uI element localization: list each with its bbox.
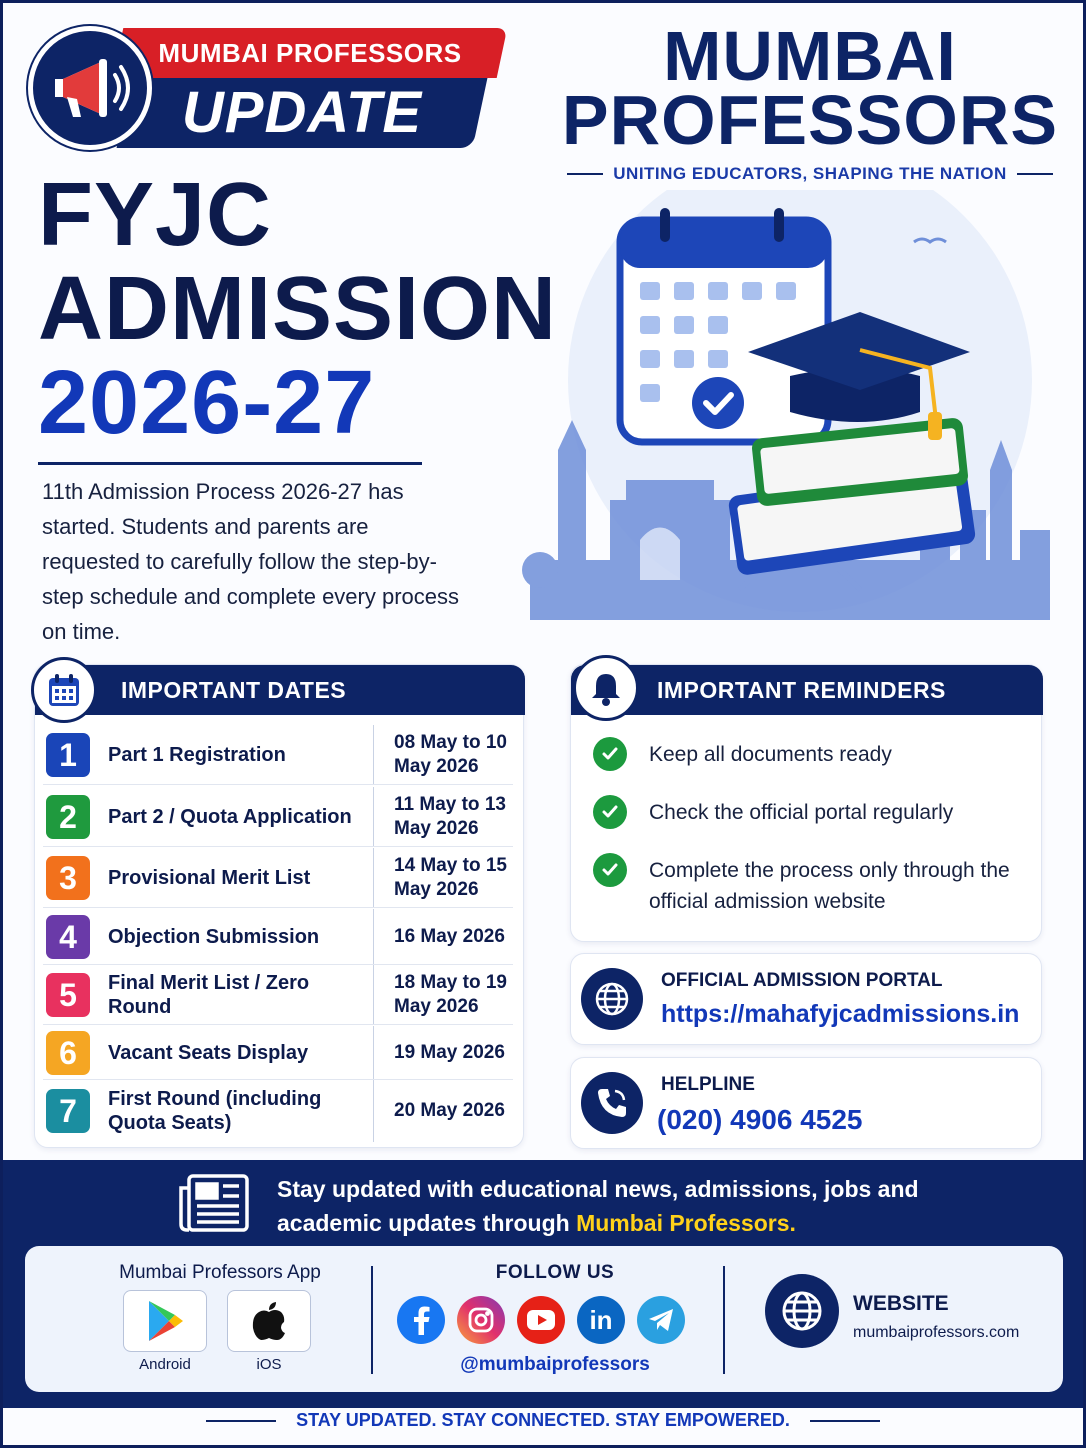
footer-divider [723, 1266, 725, 1374]
footer-card [25, 1246, 1063, 1392]
step-number-badge: 5 [46, 973, 90, 1017]
footer-tagline [0, 1410, 1086, 1431]
newspaper-icon [175, 1172, 253, 1234]
android-label: Android [139, 1356, 191, 1373]
important-reminders-panel [570, 664, 1042, 942]
facebook-icon[interactable] [397, 1296, 445, 1344]
step-label: Part 2 / Quota Application [108, 805, 352, 828]
website-title: WEBSITE [853, 1292, 949, 1315]
step-date: 14 May to 15 May 2026 [373, 848, 513, 907]
helpline-card [570, 1057, 1042, 1149]
website-globe-icon [765, 1274, 839, 1348]
google-play-button[interactable] [123, 1290, 207, 1352]
linkedin-icon[interactable]: in [577, 1296, 625, 1344]
brand-tagline-text: UNITING EDUCATORS, SHAPING THE NATION [613, 164, 1007, 183]
app-store-button[interactable] [227, 1290, 311, 1352]
brand-block [560, 17, 1060, 184]
website-url-link[interactable]: mumbaiprofessors.com [853, 1324, 1020, 1341]
date-row [43, 1026, 513, 1080]
calendar-icon [31, 657, 97, 723]
page-title [38, 165, 558, 465]
intro-text: 11th Admission Process 2026-27 has started. Students and parents are requested to carefully follow the step-by-step schedule and complete every process on time. [42, 479, 460, 644]
portal-title: OFFICIAL ADMISSION PORTAL [661, 970, 943, 991]
reminder-item [593, 739, 1023, 771]
ios-label: iOS [256, 1356, 282, 1373]
step-date: 19 May 2026 [373, 1026, 513, 1079]
step-label: First Round (including Quota Seats) [108, 1088, 322, 1134]
step-date: 11 May to 13 May 2026 [373, 787, 513, 846]
important-dates-panel [34, 664, 524, 1148]
bell-icon [573, 655, 639, 721]
portal-url-link[interactable]: https://mahafyjcadmissions.in [661, 1000, 1020, 1028]
brand-name-line2: PROFESSORS [561, 81, 1059, 159]
title-line3: 2026-27 [38, 353, 376, 453]
google-play-icon [145, 1299, 185, 1343]
step-number-badge: 3 [46, 856, 90, 900]
footer-band [3, 1160, 1083, 1408]
date-row [43, 965, 513, 1025]
step-label: Vacant Seats Display [108, 1041, 309, 1064]
badge-bottom-text: UPDATE [181, 80, 423, 145]
check-icon [593, 853, 627, 887]
step-label: Part 1 Registration [108, 743, 286, 766]
step-number-badge: 2 [46, 795, 90, 839]
reminder-text: Complete the process only through the official admission website [649, 859, 1010, 913]
calendar-graduation-illustration [500, 190, 1080, 630]
step-label: Final Merit List / Zero Round [108, 971, 310, 1018]
update-badge [28, 26, 478, 150]
reminder-item [593, 797, 1023, 829]
social-handle[interactable]: @mumbaiprofessors [460, 1354, 650, 1375]
step-date: 20 May 2026 [373, 1080, 513, 1142]
date-row [43, 848, 513, 908]
title-line1: FYJC [38, 165, 273, 265]
news-text-highlight: Mumbai Professors. [576, 1210, 796, 1236]
app-title: Mumbai Professors App [119, 1262, 321, 1283]
brand-tagline [560, 164, 1060, 184]
step-date: 18 May to 19 May 2026 [373, 965, 513, 1024]
date-row [43, 909, 513, 965]
step-label: Objection Submission [108, 925, 320, 948]
title-rule [38, 462, 422, 465]
instagram-icon[interactable] [457, 1296, 505, 1344]
helpline-phone-link[interactable]: (020) 4906 4525 [657, 1104, 863, 1135]
reminder-item [593, 855, 1023, 917]
badge-top-text: MUMBAI PROFESSORS [158, 38, 462, 68]
badge-top [113, 28, 508, 78]
follow-us-title: FOLLOW US [495, 1262, 615, 1283]
telegram-icon[interactable] [637, 1296, 685, 1344]
footer-divider [371, 1266, 373, 1374]
admission-portal-card [570, 953, 1042, 1045]
step-date: 16 May 2026 [373, 909, 513, 964]
date-row [43, 787, 513, 847]
badge-bottom [117, 78, 488, 148]
important-dates-heading: IMPORTANT DATES [35, 665, 525, 715]
step-number-badge: 1 [46, 733, 90, 777]
date-row [43, 1080, 513, 1142]
footer-tagline-text: STAY UPDATED. STAY CONNECTED. STAY EMPOWERED. [296, 1410, 790, 1430]
important-reminders-heading: IMPORTANT REMINDERS [571, 665, 1043, 715]
reminder-text: Keep all documents ready [649, 743, 892, 766]
megaphone-icon [28, 26, 152, 150]
step-label: Provisional Merit List [108, 866, 311, 889]
check-icon [593, 795, 627, 829]
news-text [277, 1172, 977, 1240]
phone-icon [581, 1072, 643, 1134]
step-number-badge: 4 [46, 915, 90, 959]
brand-name-line1: MUMBAI [663, 17, 957, 95]
step-date: 08 May to 10 May 2026 [373, 725, 513, 784]
step-number-badge: 7 [46, 1089, 90, 1133]
helpline-title: HELPLINE [661, 1074, 755, 1095]
news-text-main: Stay updated with educational news, admissions, jobs and academic updates through [277, 1176, 919, 1236]
globe-icon [581, 968, 643, 1030]
check-icon [593, 737, 627, 771]
date-row [43, 725, 513, 785]
step-number-badge: 6 [46, 1031, 90, 1075]
youtube-icon[interactable] [517, 1296, 565, 1344]
reminder-text: Check the official portal regularly [649, 801, 954, 824]
apple-icon [251, 1300, 287, 1342]
title-line2: ADMISSION [38, 259, 558, 359]
